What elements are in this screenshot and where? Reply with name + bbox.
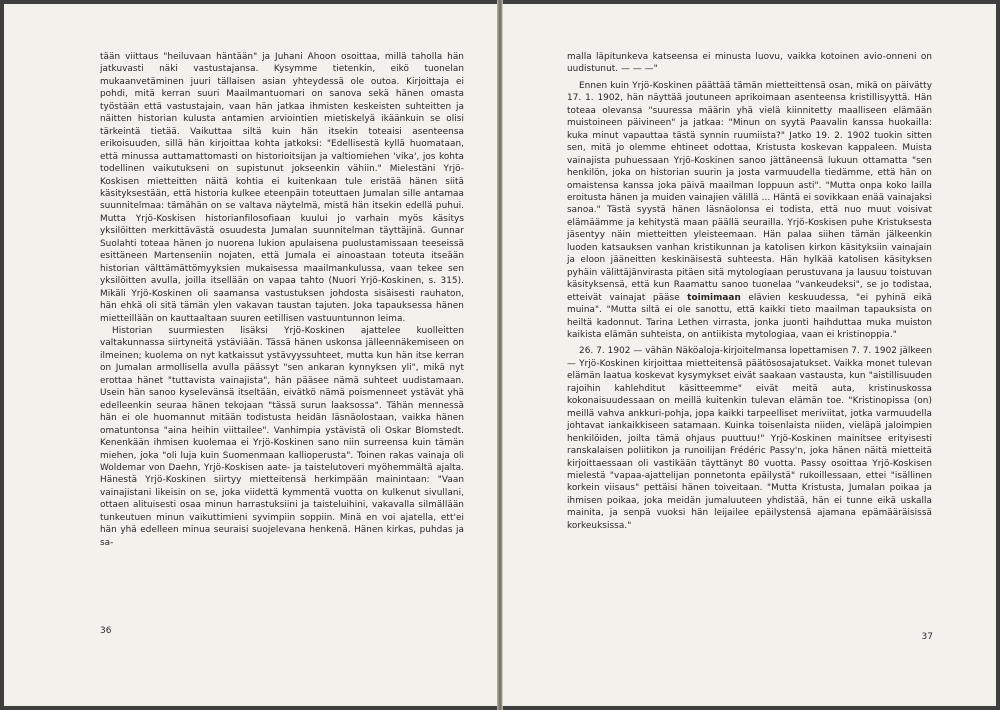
paragraph: 26. 7. 1902 — vähän Näköaloja-kirjoitelmansa lopettamisen 7. 7. 1902 jälkeen — Yrjö-Koskinen kirjoittaa mietteitensä päätösosajatukset. Vaikka monet tulevan elämän laatua koskevat kysymykset eivät saakaan vastausta, kun "aistillisuuden rajoihin kahlehditut käsitteemme" eivät meitä auta, kristinuskossa kokonaisuudessaan on meillä kuitenkin tulevan elämän toe. "Kristinopissa (on) meillä vahva ankkuri-pohja, jopa kaikki tarpeelliset meriviitat, jotka varmuudella johtavat iankaikkiseen satamaan. Kuinka toisenlaista niiden, vieläpä jaloimpien henkilöiden, joilta tämä ohjaus puuttuu!" Yrjö-Koskinen mainitsee erityisesti ranskalaisen poliitikon ja runoilijan Frédéric Passy'n, joka hänen näitä mietteitä kirjoittaessaan oli vastikään täyttänyt 80 vuotta. Passy osoittaa Yrjö-Koskisen mielestä "vapaa-ajattelijan ponnetonta epäilystä" rukoillessaan, ettei "isällinen korkein viisaus" pettäisi hänen toiveitaan. "Mutta Kristusta, Jumalan poikaa ja ihmisen poikaa, joka meidän jumaluuteen yhdistää, hän ei tunne eikä uskalla mainita, ja senpä vuoksi hän leijailee epäilystensä ajamana epämääräisissä korkeuksissa." (567, 346, 932, 531)
paragraph: tään viittaus "heiluvaan häntään" ja Juhani Ahoon osoittaa, millä taholla hän jatkuvasti näki vastustajansa. Kysymme tietenkin, eikö tuonelan mukaanvetäminen juuri tällaisen asian yhteydessä ole outoa. Kirjoittaja ei pohdi, mitä kerran suuri Maailmantuomari on sanova sekä hänen omasta työstään että vastustajain, vaan hän jatkaa ihmisten keskeisten suhteitten ja näitten historian kulusta antamien arviointien mietiskelyä ikäänkuin se olisi tärkeintä tietää. Vaikuttaa siltä kuin hän itsekin toteaisi asenteensa erikoisuuden, sillä hän kirjoittaa kohta jatkoksi: "Edellisestä kyllä huomataan, että minussa auttamattomasti on historioitsijan ja valtiomiehen 'vika', jos kohta todellinen vaikutukseni on supistunut jokseenkin vähiin." Mielestäni Yrjö-Koskisen mietteitten näitä kohtia ei kuitenkaan tule eristää hänen siitä käsityksestään, että historia kulkee eteenpäin toteuttaen Jumalan sille antamaa suunnitelmaa: tämähän on se valtava näytelmä, mistä hän itsekin edellä puhui. Mutta Yrjö-Koskisen historianfilosofiaan kuului jo varhain myös käsitys yksilöitten merkittävästä osuudesta Jumalan suunnitelman täyttäjinä. Gunnar Suolahti toteaa hänen jo nuorena lukion apulaisena puolustamissaan teeseissä esittäneen Martenseniin nojaten, että Jumala ei ainoastaan toteuta itseään historian välttämättömyyksien mukaisessa maailmankulussa, vaan tekee sen yksilöitten avulla, joilla itsellään on vapaa tahto (Nuori Yrjö-Koskinen, s. 315). Mikäli Yrjö-Koskinen oli saamansa vastustuksen johdosta sisäisesti rauhaton, hän ehkä oli sitä tämän ylen vakavan taustan tajuten. Joka tapauksessa hänen mietteillään on kauttaaltaan suuren eetillisen vastuuntunnon leima. (100, 52, 464, 324)
paragraph: Historian suurmiesten lisäksi Yrjö-Koskinen ajattelee kuolleitten valtakunnassa siirtyneitä ystäviään. Tässä hänen uskonsa jälleennäkemiseen on ilmeinen; kuolema on nyt katkaissut ystävyyssuhteet, mutta kun hän itse kerran on Jumalan armollisella avulla päässyt "sen ankaran kynnyksen yli", mikä nyt erottaa hänet "tuttavista vainajista", hän pääsee nämä suhteet uudistamaan. Usein hän sanoo kyselevänsä itseltään, eivätkö nämä poismenneet ystävät yhä edelleenkin seuraa hänen tekojaan "tässä surun laaksossa". Tähän mennessä hän ei ole huomannut mitään todistusta heidän läsnäolostaan, vaikka hänen omatuntonsa "aina heihin viittailee". Vanhimpia ystävistä oli Oskar Blomstedt. Kenenkään ihmisen kuolemaa ei Yrjö-Koskinen sano niin surreensa kuin tämän miehen, joka "oli luja kuin Suomenmaan kallioperusta". Toinen rakas vainaja oli Woldemar von Daehn, Yrjö-Koskisen aate- ja taistelutoveri myöhemmältä ajalta. Hänestä Yrjö-Koskinen siirtyy mietteitensä herkimpään mainintaan: "Vaan vainajistani likeisin on se, joka viidettä kymmentä vuotta on kulkenut sivullani, ottaen alituisesti osaa minun harrastuksiini ja taisteluihini, vakavalla silmällään tunkeutuen minun vaikuttimieni syvimpiin soppiin. Minä en voi ajatella, ett'ei hän yhä edelleen minua seuraisi suojelevana henkenä. Hänen kirkas, puhdas ja sa- (100, 325, 464, 548)
right-page-text (567, 51, 932, 532)
paragraph: malla läpitunkeva katseensa ei minusta luovu, vaikka kotoinen avio-onneni on uudistunut. — — —" (567, 52, 932, 75)
paragraph-text: elävien keskuudessa, "ei pyhinä eikä muina". "Mutta siltä ei ole sanottu, että kaikki tieto maailman tapauksista on heiltä kadonnut. Tarina Lethen virrasta, jonka juonti haihduttaa muka muiston kaikista elämän suhteista, on antiikista mytologiaa, vaan ei kristinoppia." (567, 292, 932, 340)
paragraph (567, 80, 932, 342)
page-number-left: 36 (100, 626, 112, 636)
right-page (502, 4, 996, 706)
left-page-text (100, 51, 464, 549)
paragraph-text: Ennen kuin Yrjö-Koskinen päättää tämän mietteittensä osan, mikä on päivätty 17. 1. 1902, hän näyttää joutuneen aprikoimaan asenteensa kristillisyyttä. Hän toteaa olevansa "suuressa määrin yhä vielä kiinnitetty maalliseen elämään muistoineen päivineen" ja jatkaa: "Minun on syytä Paavalin kanssa huokailla: kuka minut vapauttaa tästä synnin ruumiista?" Jatko 19. 2. 1902 tuokin sitten sen, mitä jo olemme ehtineet odottaa, Kristusta koskevan kappaleen. Muista vainajista puhuessaan Yrjö-Koskinen sanoo jättäneensä lukuun ottamatta "sen henkilön, joka on historian suurin ja josta varmuudella tiedämme, että hän on omaistensa kanssa joka päivä maailman loppuun asti". "Mutta onpa koko lailla eroitusta hänen ja muiden vainajien välillä ... Häntä ei sovikkaan enää vainajaksi sanoa." Tästä syystä hänen läsnäolonsa ei todista, että nuo muut voisivat elämäämme ja kehitystä maan päällä seurailla. Yrjö-Koskisen puhe Kristuksesta jäsentyy näin mietteitten yleisteemaan. Hän palaa siihen tämän jälkeenkin luoden katsauksen vanhan kristikunnan ja katolisen kirkon käsityksiin vainajain ja eloon jääneitten keskinäisestä suhteesta. Hän hylkää katolisen käsityksen pyhäin välittäjänvirasta pitäen sitä mytologiaan perustuvana ja lausuu toistuvan käsityksensä, että kun Raamattu sanoo tuonelaa "vankeudeksi", se jo todistaa, etteivät vainajat pääse (567, 80, 932, 303)
page-number-right: 37 (921, 632, 933, 642)
bold-word: toimimaan (687, 292, 741, 303)
left-page (4, 4, 498, 706)
